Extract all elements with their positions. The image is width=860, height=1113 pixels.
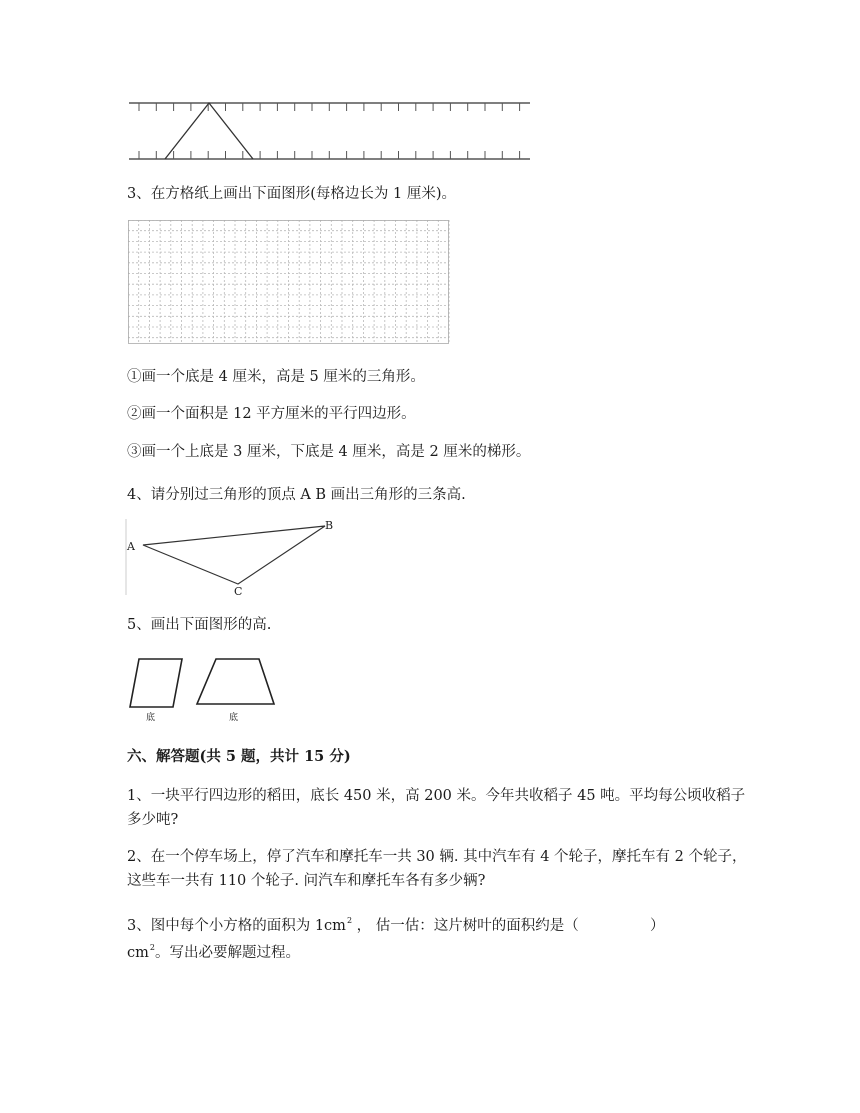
q4-title: 4、请分别过三角形的顶点 A B 画出三角形的三条高. <box>127 487 466 503</box>
parallelogram-trapezoid-figure <box>126 652 281 724</box>
problem-3-blank-close: ） <box>649 918 665 934</box>
q5-title: 5、画出下面图形的高. <box>127 617 272 633</box>
q3-item-3: ③画一个上底是 3 厘米，下底是 4 厘米，高是 2 厘米的梯形。 <box>127 444 531 460</box>
vertex-c-label: C <box>234 585 243 597</box>
parallel-lines-triangle-figure <box>127 95 532 165</box>
problem-3-line2 <box>127 937 300 964</box>
problem-3-text-b: ， 估一估：这片树叶的面积约是（ <box>356 918 579 934</box>
q3-item-1: ①画一个底是 4 厘米，高是 5 厘米的三角形。 <box>127 369 425 385</box>
problem-3-line1 <box>127 910 664 937</box>
vertex-a-label: A <box>127 540 135 553</box>
grid-paper[interactable] <box>128 220 450 345</box>
problem-3-sup-2: 2 <box>149 943 155 952</box>
trapezoid-base-label: 底 <box>229 713 239 723</box>
section6-title: 六、解答题(共 5 题，共计 15 分) <box>127 748 351 765</box>
q3-item-2: ②画一个面积是 12 平方厘米的平行四边形。 <box>127 406 416 422</box>
parallelogram-base-label: 底 <box>146 713 156 723</box>
problem-2: 2、在一个停车场上，停了汽车和摩托车一共 30 辆. 其中汽车有 4 个轮子，摩托车有 2 个轮子，这些车一共有 110 个轮子. 问汽车和摩托车各有多少辆? <box>127 849 747 889</box>
problem-1: 1、一块平行四边形的稻田，底长 450 米，高 200 米。今年共收稻子 45 吨。平均每公顷收稻子多少吨? <box>127 788 746 828</box>
triangle-abc-figure <box>125 517 340 597</box>
problem-3-unit: cm <box>127 945 149 961</box>
problem-3-text-a: 3、图中每个小方格的面积为 1cm <box>127 918 346 934</box>
problem-3-sup-1: 2 <box>346 916 353 925</box>
vertex-b-label: B <box>325 519 334 532</box>
problem-3-text-c: 。写出必要解题过程。 <box>154 945 300 961</box>
q3-title: 3、在方格纸上画出下面图形(每格边长为 1 厘米)。 <box>127 186 456 202</box>
